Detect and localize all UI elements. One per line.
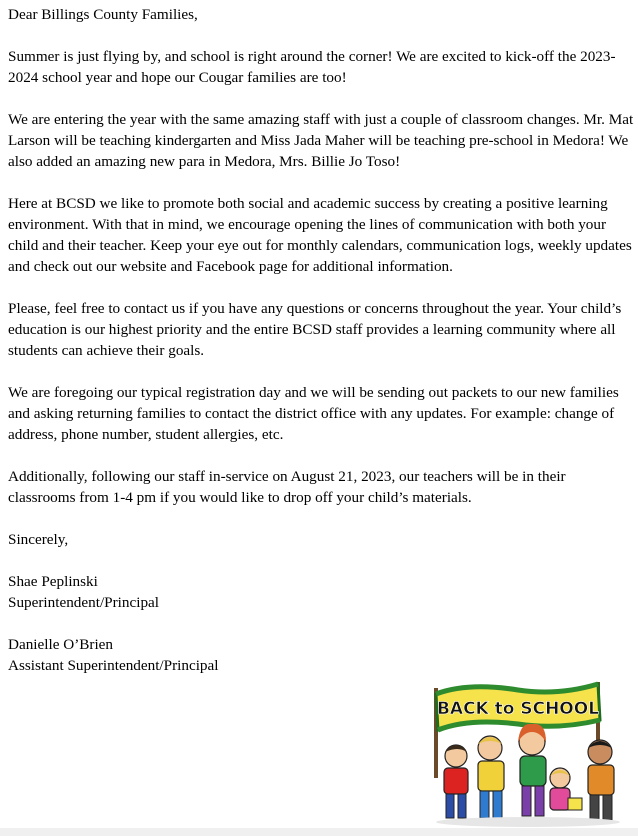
ground-shadow (436, 817, 620, 827)
kid-leg (493, 791, 502, 818)
banner-text: BACK to SCHOOL (436, 699, 600, 719)
letter-body (8, 4, 634, 676)
back-to-school-clipart (428, 680, 624, 828)
kid-leg (446, 794, 454, 818)
paragraph-contact: Please, feel free to contact us if you have any questions or concerns throughout the year. Your child’s education is our highest priority and the entire BCSD staff provides a learning community where all students can achieve their goals. (8, 300, 622, 359)
kid-shirt (444, 768, 468, 794)
kid-shirt (478, 761, 504, 791)
kid-leg (590, 795, 599, 820)
kid-leg (458, 794, 466, 818)
letter-greeting: Dear Billings County Families, (8, 6, 198, 23)
kid-leg (522, 786, 531, 816)
signature-name: Shae Peplinski (8, 573, 98, 590)
paragraph-staff: We are entering the year with the same amazing staff with just a couple of classroom changes. Mr. Mat Larson will be teaching kindergarten and Miss Jada Maher will be teaching pre-school in Medora! We also added an amazing new para in Medora, Mrs. Billie Jo Toso! (8, 111, 634, 170)
bottom-bar (0, 828, 638, 836)
kid-leg (480, 791, 489, 818)
paragraph-environment: Here at BCSD we like to promote both social and academic success by creating a positive learning environment. With that in mind, we encourage opening the lines of communication with both your child and their teacher. Keep your eye out for monthly calendars, communication logs, weekly updates and check out our website and Facebook page for additional information. (8, 195, 632, 275)
signature-name: Danielle O’Brien (8, 636, 114, 653)
paragraph-inservice: Additionally, following our staff in-service on August 21, 2023, our teachers will be in their classrooms from 1-4 pm if you would like to drop off your child’s materials. (8, 468, 566, 506)
kid-shirt (550, 788, 570, 810)
kid-shirt (520, 756, 546, 786)
paragraph-intro: Summer is just flying by, and school is right around the corner! We are excited to kick-off the 2023-2024 school year and hope our Cougar families are too! (8, 48, 616, 86)
book-icon (568, 798, 582, 810)
kid-leg (603, 795, 612, 820)
kid-leg (535, 786, 544, 816)
paragraph-registration: We are foregoing our typical registration day and we will be sending out packets to our new families and asking returning families to contact the district office with any updates. For example: change of address, phone number, student allergies, etc. (8, 384, 619, 443)
letter-closing: Sincerely, (8, 531, 69, 548)
signature-title: Superintendent/Principal (8, 594, 159, 611)
signature-title: Assistant Superintendent/Principal (8, 657, 219, 674)
kid-shirt (588, 765, 614, 795)
